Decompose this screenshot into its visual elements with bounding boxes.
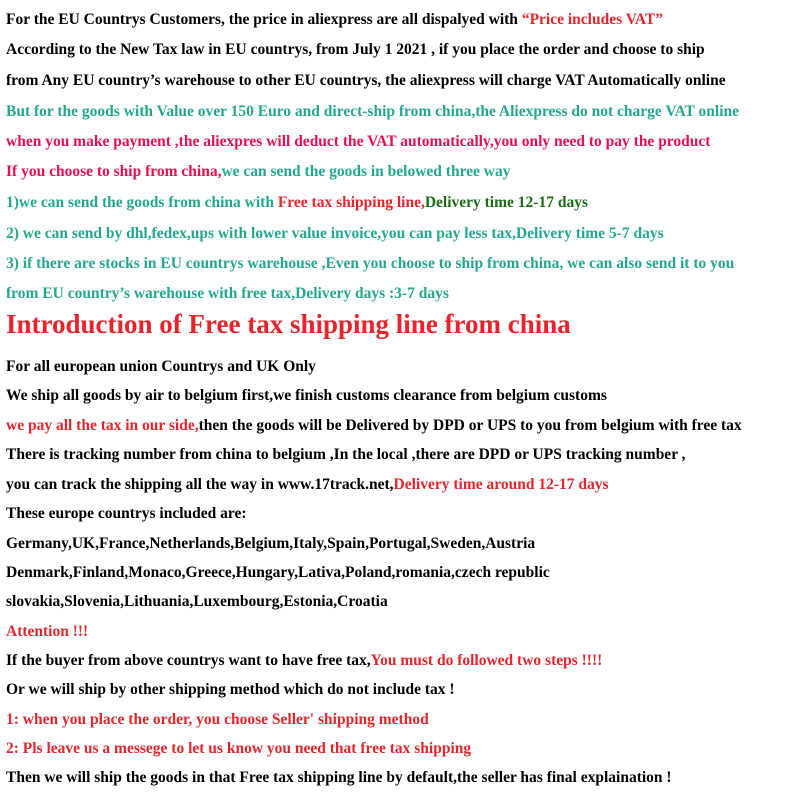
intro-line-1: For all european union Countrys and UK Only	[6, 358, 316, 375]
three-ways-label: we can send the goods in belowed three way	[221, 163, 511, 180]
delivery-time-label: Delivery time around 12-17 days	[393, 476, 609, 493]
vat-line-1-text: For the EU Countrys Customers, the price in aliexpress are all dispalyed with	[6, 11, 522, 28]
way-2: 2) we can send by dhl,fedex,ups with lower value invoice,you can pay less tax,Delivery time 5-7 days	[6, 225, 664, 242]
intro-line-5	[6, 475, 609, 495]
countries-line-1: Germany,UK,France,Netherlands,Belgium,Italy,Spain,Portugal,Sweden,Austria	[6, 535, 536, 552]
vat-line-5: when you make payment ,the aliexpres will deduct the VAT automatically,you only need to pay the product	[6, 133, 711, 150]
two-steps-label: You must do followed two steps !!!!	[370, 652, 603, 669]
way-3-continued: from EU country’s warehouse with free tax,Delivery days :3-7 days	[6, 285, 449, 302]
step-2: 2: Pls leave us a messege to let us know you need that free tax shipping	[6, 740, 472, 757]
intro-line-4: There is tracking number from china to belgium ,In the local ,there are DPD or UPS tracking number ,	[6, 446, 686, 463]
intro-line-11	[6, 651, 602, 671]
step-1: 1: when you place the order, you choose Seller' shipping method	[6, 711, 429, 728]
intro-title: Introduction of Free tax shipping line from china	[6, 309, 571, 339]
attention-label: Attention !!!	[6, 623, 89, 640]
way-1-text: 1)we can send the goods from china with	[6, 194, 278, 211]
free-tax-condition-text: If the buyer from above countrys want to have free tax,	[6, 652, 371, 669]
countries-line-3: slovakia,Slovenia,Lithuania,Luxembourg,Estonia,Croatia	[6, 593, 388, 610]
tracking-text: you can track the shipping all the way in www.17track.net,	[6, 476, 394, 493]
intro-line-3	[6, 416, 742, 436]
final-note: Then we will ship the goods in that Free tax shipping line by default,the seller has final explaination !	[6, 769, 672, 786]
way-1	[6, 193, 588, 213]
intro-line-12: Or we will ship by other shipping method which do not include tax !	[6, 681, 455, 698]
vat-line-1	[6, 10, 663, 30]
vat-line-3: from Any EU country’s warehouse to other EU countrys, the aliexpress will charge VAT Automatically online	[6, 72, 726, 89]
way-1-delivery-time: Delivery time 12-17 days	[424, 194, 588, 211]
ship-from-china-label: If you choose to ship from china,	[6, 163, 222, 180]
vat-line-2: According to the New Tax law in EU countrys, from July 1 2021 , if you place the order and choose to ship	[6, 41, 705, 58]
way-3: 3) if there are stocks in EU countrys warehouse ,Even you choose to ship from china, we can also send it to you	[6, 255, 735, 272]
free-tax-line-label: Free tax shipping line,	[277, 194, 425, 211]
countries-line-2: Denmark,Finland,Monaco,Greece,Hungary,Lativa,Poland,romania,czech republic	[6, 564, 550, 581]
pay-tax-label: we pay all the tax in our side,	[6, 417, 199, 434]
intro-line-2: We ship all goods by air to belgium first,we finish customs clearance from belgium customs	[6, 387, 607, 404]
vat-line-4: But for the goods with Value over 150 Euro and direct-ship from china,the Aliexpress do not charge VAT online	[6, 103, 740, 120]
countries-heading: These europe countrys included are:	[6, 505, 247, 522]
intro-line-3-text: then the goods will be Delivered by DPD or UPS to you from belgium with free tax	[198, 417, 742, 434]
vat-line-6	[6, 162, 511, 182]
price-includes-vat-label: “Price includes VAT”	[521, 11, 664, 28]
